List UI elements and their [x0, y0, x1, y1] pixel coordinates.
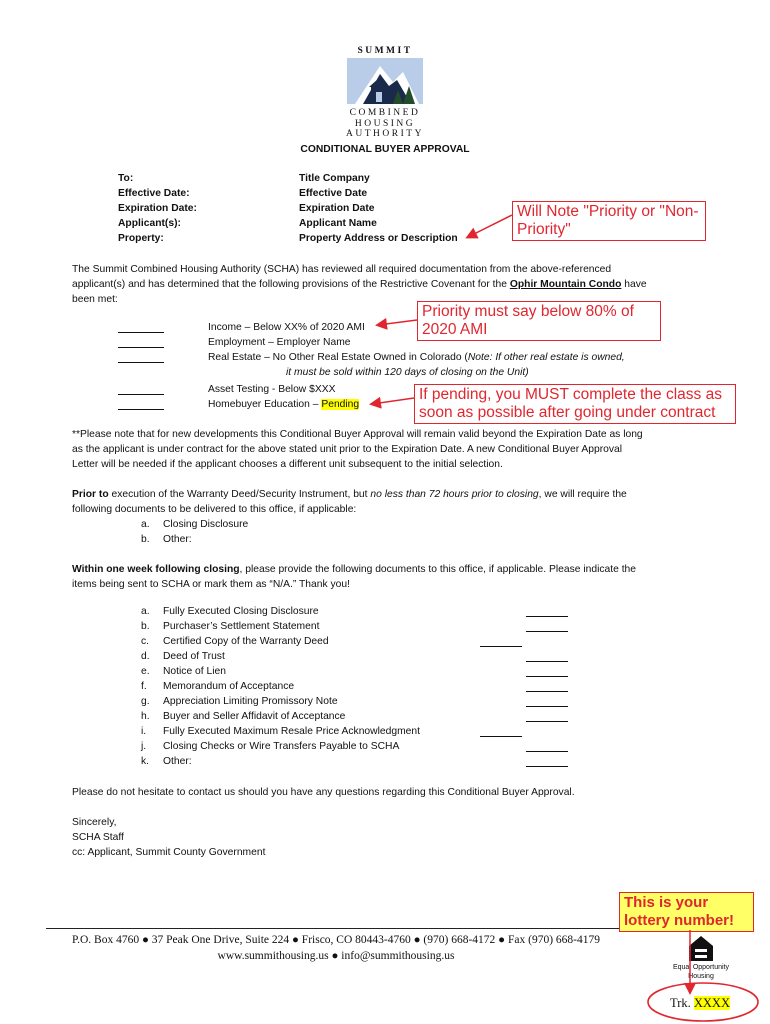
note-line-1: **Please note that for new developments this Conditional Buyer Approval will remain valid beyond the Expiration Date as long: [72, 429, 643, 440]
eho-line-1: Equal Opportunity: [672, 964, 730, 971]
list-item-blank[interactable]: [480, 634, 522, 652]
list-item-letter: j.: [141, 741, 147, 752]
logo-combined-text: COMBINED: [349, 108, 421, 118]
list-item: Purchaser’s Settlement Statement: [163, 621, 320, 632]
prior-line-1: [72, 487, 627, 502]
list-item-blank[interactable]: [526, 709, 568, 727]
provision-education-text: Homebuyer Education –: [208, 399, 322, 410]
list-item-letter: a.: [141, 606, 150, 617]
priority-arrow: [468, 215, 512, 237]
prior-item-b: Other:: [163, 534, 192, 545]
list-item: Appreciation Limiting Promissory Note: [163, 696, 338, 707]
field-applicant-value: Applicant Name: [299, 218, 377, 229]
list-item-letter: f.: [141, 681, 147, 692]
provision-real-estate-note-2: it must be sold within 120 days of closing on the Unit): [286, 367, 529, 378]
education-blank[interactable]: [118, 397, 164, 415]
intro-line-2: [72, 277, 647, 292]
field-applicant-label: Applicant(s):: [118, 218, 181, 229]
field-property-label: Property:: [118, 233, 164, 244]
provision-real-estate: [208, 350, 625, 365]
signoff-cc: cc: Applicant, Summit County Government: [72, 847, 266, 858]
tracking-prefix: Trk.: [670, 996, 694, 1010]
note-line-3: Letter will be needed if the applicant chooses a different unit subsequent to the initial selection.: [72, 459, 503, 470]
logo: [315, 46, 455, 139]
list-item-letter: g.: [141, 696, 150, 707]
pending-arrow: [372, 398, 414, 404]
footer-address: P.O. Box 4760 ● 37 Peak One Drive, Suite 224 ● Frisco, CO 80443-4760 ● (970) 668-4172 ● Fax (970) 668-4179: [71, 934, 600, 946]
within-line-1: [72, 562, 636, 577]
list-item-letter: e.: [141, 666, 150, 677]
intro-line-2-a: applicant(s) and has determined that the following provisions of the Restrictive Covenant for the: [72, 279, 510, 290]
list-item-letter: h.: [141, 711, 150, 722]
list-item: Buyer and Seller Affidavit of Acceptance: [163, 711, 346, 722]
list-item-blank[interactable]: [526, 754, 568, 772]
list-item-letter: b.: [141, 621, 150, 632]
provision-employment: Employment – Employer Name: [208, 337, 351, 348]
list-item: Deed of Trust: [163, 651, 225, 662]
eho-line-2: Housing: [688, 973, 714, 980]
prior-line-2: following documents to be delivered to this office, if applicable:: [72, 504, 357, 515]
ami-callout: Priority must say below 80% of 2020 AMI: [417, 301, 661, 341]
within-bold: Within one week following closing: [72, 564, 240, 575]
field-expiration-label: Expiration Date:: [118, 203, 197, 214]
priority-callout: Will Note "Priority or "Non-Priority": [512, 201, 706, 241]
pending-highlight: Pending: [321, 399, 360, 410]
within-text-1: , please provide the following documents to this office, if applicable. Please indicate the: [239, 564, 637, 575]
signoff-staff: SCHA Staff: [72, 832, 124, 843]
list-item: Memorandum of Acceptance: [163, 681, 295, 692]
intro-line-1: The Summit Combined Housing Authority (SCHA) has reviewed all required documentation from the above-referenced: [72, 264, 612, 275]
field-effective-value: Effective Date: [299, 188, 368, 199]
ami-arrow: [378, 320, 417, 325]
intro-line-2-c: have: [621, 279, 647, 290]
footer-rule: [46, 928, 626, 929]
provision-income: Income – Below XX% of 2020 AMI: [208, 322, 365, 333]
footer-web: www.summithousing.us ● info@summithousing.us: [217, 950, 455, 962]
prior-item-b-letter: b.: [141, 534, 150, 545]
prior-text-2: , we will require the: [538, 489, 627, 500]
within-line-2: items being sent to SCHA or mark them as “N/A.” Thank you!: [72, 579, 350, 590]
prior-item-a-letter: a.: [141, 519, 150, 530]
list-item-letter: c.: [141, 636, 150, 647]
contact-text: Please do not hesitate to contact us should you have any questions regarding this Conditional Buyer Approval.: [72, 787, 575, 798]
provision-real-estate-note: Note: If other real estate is owned,: [467, 352, 625, 363]
field-to-label: To:: [118, 173, 134, 184]
field-to-value: Title Company: [299, 173, 370, 184]
logo-top-text: SUMMIT: [357, 46, 413, 56]
equal-housing-logo: [668, 934, 734, 984]
list-item-blank[interactable]: [526, 619, 568, 637]
prior-item-a: Closing Disclosure: [163, 519, 249, 530]
list-item: Fully Executed Closing Disclosure: [163, 606, 319, 617]
document-title: CONDITIONAL BUYER APPROVAL: [300, 144, 470, 155]
equal-housing-icon: [687, 934, 715, 962]
field-expiration-value: Expiration Date: [299, 203, 375, 214]
field-property-value: Property Address or Description: [299, 233, 458, 244]
list-item: Other:: [163, 756, 192, 767]
provision-education: [208, 397, 359, 412]
mountain-logo-icon: [345, 56, 425, 106]
pending-callout: If pending, you MUST complete the class as soon as possible after going under contract: [414, 384, 736, 424]
property-name: Ophir Mountain Condo: [509, 279, 622, 290]
list-item: Fully Executed Maximum Resale Price Acknowledgment: [163, 726, 420, 737]
tracking-number: [670, 996, 730, 1011]
note-line-2: as the applicant is under contract for the above stated unit prior to the Expiration Date. A new Conditional Buyer Approval: [72, 444, 623, 455]
provision-real-estate-text: Real Estate – No Other Real Estate Owned in Colorado (: [208, 352, 468, 363]
list-item-letter: k.: [141, 756, 150, 767]
list-item-letter: i.: [141, 726, 147, 737]
list-item-letter: d.: [141, 651, 150, 662]
field-effective-label: Effective Date:: [118, 188, 190, 199]
lottery-callout: This is your lottery number!: [619, 892, 754, 932]
list-item: Notice of Lien: [163, 666, 226, 677]
intro-line-3: been met:: [72, 294, 118, 305]
prior-text-1: execution of the Warranty Deed/Security Instrument, but: [108, 489, 371, 500]
prior-italic: no less than 72 hours prior to closing: [370, 489, 539, 500]
prior-bold: Prior to: [72, 489, 109, 500]
list-item: Closing Checks or Wire Transfers Payable to SCHA: [163, 741, 400, 752]
logo-authority-text: HOUSING AUTHORITY: [346, 119, 424, 139]
provision-asset: Asset Testing - Below $XXX: [208, 384, 336, 395]
list-item-blank[interactable]: [480, 724, 522, 742]
list-item: Certified Copy of the Warranty Deed: [163, 636, 329, 647]
signoff-sincerely: Sincerely,: [72, 817, 117, 828]
tracking-value: XXXX: [693, 996, 730, 1010]
real-estate-blank[interactable]: [118, 350, 164, 368]
